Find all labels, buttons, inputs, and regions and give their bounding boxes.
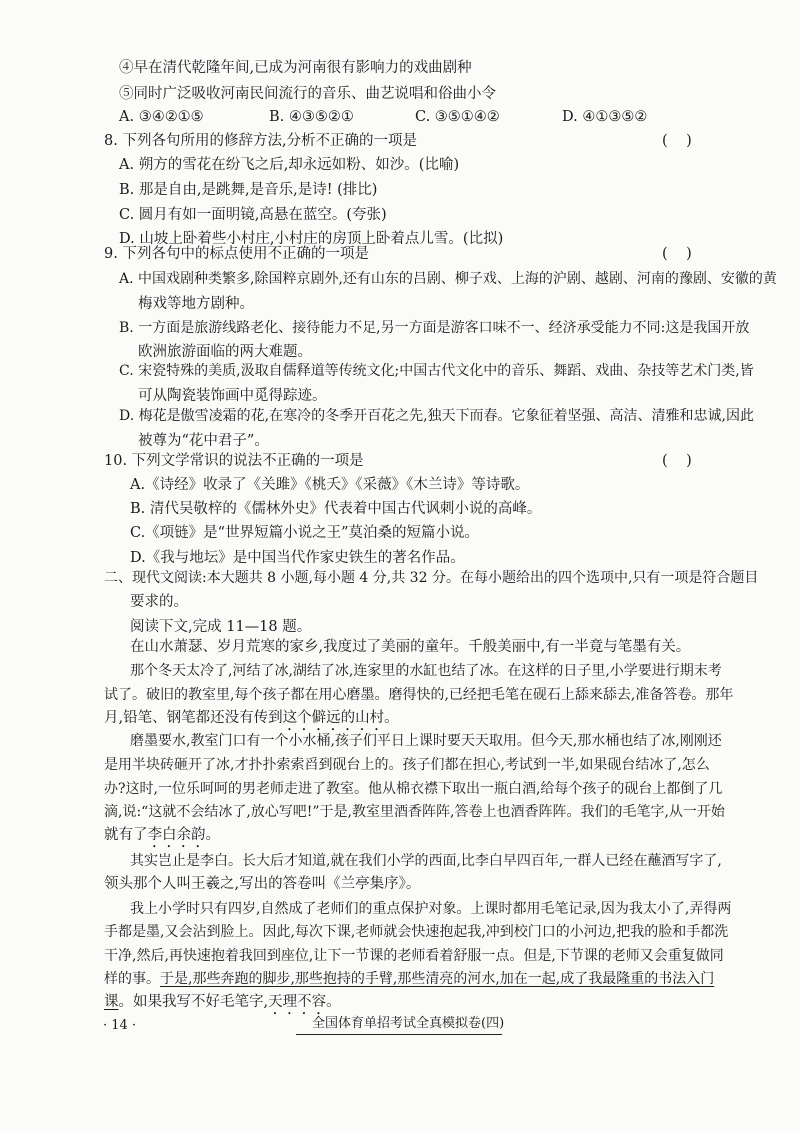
q9-option-a-line2: 梅戏等地方剧种。 bbox=[138, 296, 254, 312]
passage-p3-line4: 滴,说:“这就不会结冰了,放心写吧!”于是,教室里酒香阵阵,答卷上也酒香阵阵。我们的毛笔字,从一开始 bbox=[104, 804, 725, 820]
passage-p5-line2: 手都是墨,又会沾到脸上。因此,每次下课,老师就会快速抱起我,冲到校门口的小河边,把我的脸和手都洗 bbox=[104, 924, 729, 940]
passage-paragraph-1: 在山水萧瑟、岁月荒寒的家乡,我度过了美丽的童年。千般美丽中,有一半竟与笔墨有关。 bbox=[130, 639, 691, 655]
footer-underline bbox=[296, 1034, 502, 1035]
q10-option-c: C.《项链》是“世界短篇小说之王”莫泊桑的短篇小说。 bbox=[130, 525, 480, 541]
passage-p3-line2: 是用半块砖砸开了冰,才扑扑索索舀到砚台上的。孩子们都在担心,考试到一半,如果砚台结冰了,怎么 bbox=[104, 757, 710, 773]
passage-p2-line2: 试了。破旧的教室里,每个孩子都在用心磨墨。磨得快的,已经把毛笔在砚石上舔来舔去,准备答卷。那年 bbox=[104, 687, 734, 703]
dotted-phrase: 这个僻远的山村 bbox=[282, 710, 385, 726]
section-2-heading: 二、现代文阅读:本大题共 8 小题,每小题 4 分,共 32 分。在每小题给出的四个选项中,只有一项是符合题目 bbox=[104, 570, 759, 586]
passage-p4-line1: 其实岂止是李白。长大后才知道,就在我们小学的西面,比李白早四百年,一群人已经在蘸酒写字了, bbox=[130, 853, 722, 869]
dotted-phrase: 天理不容 bbox=[268, 994, 327, 1010]
passage-p3-line5: 就有了李白余韵。 bbox=[104, 827, 220, 843]
q9-option-d-line1: D. 梅花是傲雪凌霜的花,在寒冷的冬季开百花之先,独天下而春。它象征着坚强、高洁、清雅和忠诚,因此 bbox=[119, 408, 754, 424]
q9-option-b-line1: B. 一方面是旅游线路老化、接待能力不足,另一方面是游客口味不一、经济承受能力不同:这是我国开放 bbox=[119, 320, 750, 336]
q8-option-a: A. 朔方的雪花在纷飞之后,却永远如粉、如沙。(比喻) bbox=[119, 157, 460, 173]
q7-option-b: B. ④③⑤②① bbox=[269, 109, 354, 125]
dotted-phrase: 李白余韵 bbox=[147, 827, 206, 843]
section-2-heading-cont: 要求的。 bbox=[130, 594, 188, 610]
q9-option-c-line2: 可从陶瓷装饰画中觅得踪迹。 bbox=[138, 388, 327, 404]
q8-option-c: C. 圆月有如一面明镜,高悬在蓝空。(夸张) bbox=[119, 207, 387, 223]
q10-option-a: A.《诗经》收录了《关雎》《桃夭》《采薇》《木兰诗》等诗歌。 bbox=[130, 477, 530, 493]
q7-option-a: A. ③④②①⑤ bbox=[119, 109, 204, 125]
q10-stem: 10. 下列文学常识的说法不正确的一项是 bbox=[104, 453, 364, 469]
q9-option-a-line1: A. 中国戏剧种类繁多,除国粹京剧外,还有山东的吕剧、柳子戏、上海的沪剧、越剧、河南的豫剧、安徽的黄 bbox=[119, 271, 777, 287]
q10-option-d: D.《我与地坛》是中国当代作家史铁生的著名作品。 bbox=[130, 550, 465, 566]
passage-p5-line1: 我上小学时只有四岁,自然成了老师们的重点保护对象。上课时都用毛笔记录,因为我太小了,弄得两 bbox=[130, 901, 732, 917]
q9-answer-paren: ( ) bbox=[662, 246, 692, 262]
passage-p3-line1: 磨墨要水,教室门口有一个小水桶,孩子们平日上课时要天天取用。但今天,那水桶也结了冰,刚刚还 bbox=[130, 733, 722, 749]
q9-option-d-line2: 被尊为“花中君子”。 bbox=[138, 433, 269, 449]
q9-option-c-line1: C. 宋瓷特殊的美质,汲取自儒释道等传统文化;中国古代文化中的音乐、舞蹈、戏曲、杂技等艺术门类,皆 bbox=[119, 363, 754, 379]
passage-p3-line3: 办?这时,一位乐呵呵的男老师走进了教室。他从棉衣襟下取出一瓶白酒,给每个孩子的砚台上都倒了几 bbox=[104, 781, 723, 797]
q10-answer-paren: ( ) bbox=[662, 453, 692, 469]
passage-p5-line4: 样的事。于是,那些奔跑的脚步,那些抱持的手臂,那些清亮的河水,加在一起,成了我最隆重的书法入门 bbox=[104, 971, 715, 987]
underlined-sentence: 于是,那些奔跑的脚步,那些抱持的手臂,那些清亮的河水,加在一起,成了我最隆重的书法入门 bbox=[160, 971, 715, 987]
underlined-sentence-end: 课 bbox=[104, 994, 119, 1010]
passage-p2-line1: 那个冬天太冷了,河结了冰,湖结了冰,连家里的水缸也结了冰。在这样的日子里,小学要进行期末考 bbox=[130, 663, 722, 679]
q9-option-b-line2: 欧洲旅游面临的两大难题。 bbox=[138, 344, 312, 360]
passage-p2-line3: 月,铅笔、钢笔都还没有传到这个僻远的山村。 bbox=[104, 710, 399, 726]
reading-instruction: 阅读下文,完成 11—18 题。 bbox=[130, 619, 312, 635]
passage-p5-line5: 课。如果我写不好毛笔字,天理不容。 bbox=[104, 994, 341, 1010]
q8-stem: 8. 下列各句所用的修辞方法,分析不正确的一项是 bbox=[104, 133, 418, 149]
q7-item-5: ⑤同时广泛吸收河南民间流行的音乐、曲艺说唱和俗曲小令 bbox=[119, 86, 496, 102]
q8-answer-paren: ( ) bbox=[662, 133, 692, 149]
q8-option-d: D. 山坡上卧着些小村庄,小村庄的房顶上卧着点儿雪。(比拟) bbox=[119, 231, 504, 247]
q7-option-c: C. ③⑤①④② bbox=[415, 109, 500, 125]
q10-option-b: B. 清代吴敬梓的《儒林外史》代表着中国古代讽刺小说的高峰。 bbox=[130, 501, 542, 517]
q7-item-4: ④早在清代乾隆年间,已成为河南很有影响力的戏曲剧种 bbox=[119, 60, 472, 76]
q8-option-b: B. 那是自由,是跳舞,是音乐,是诗! (排比) bbox=[119, 182, 378, 198]
exam-title: 全国体育单招考试全真模拟卷(四) bbox=[312, 1016, 505, 1031]
q7-option-d: D. ④①③⑤② bbox=[562, 109, 648, 125]
passage-p5-line3: 干净,然后,再快速抱着我回到座位,让下一节课的老师看着舒服一点。但是,下节课的老师又会重复做同 bbox=[104, 948, 724, 964]
passage-p4-line2: 领头那个人叫王羲之,写出的答卷叫《兰亭集序》。 bbox=[104, 876, 421, 892]
q9-stem: 9. 下列各句中的标点使用不正确的一项是 bbox=[104, 246, 369, 262]
page-number: · 14 · bbox=[103, 1018, 137, 1033]
